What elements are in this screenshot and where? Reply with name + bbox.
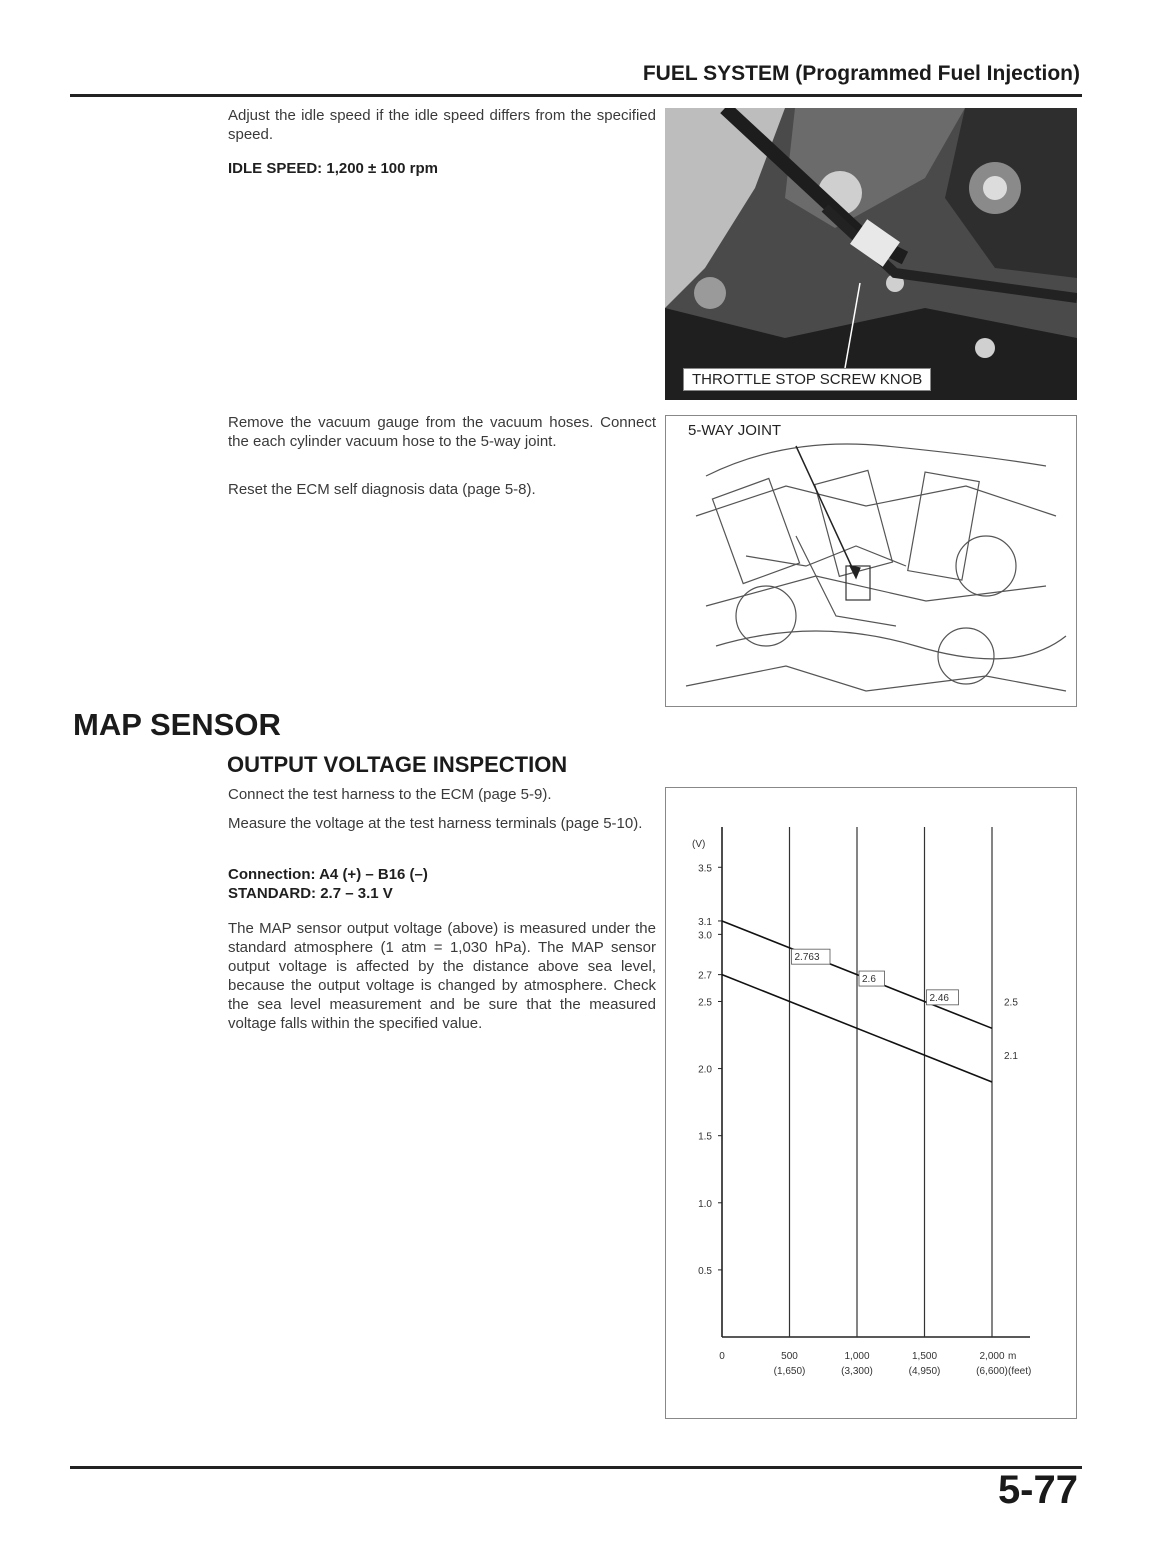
y-tick-label: 1.0	[698, 1198, 712, 1210]
throttle-stop-photo	[665, 108, 1077, 400]
annotation-label: 2.6	[862, 974, 876, 986]
header-rule	[70, 94, 1082, 97]
y-tick-label: 3.5	[698, 863, 712, 875]
voltage-explanation: The MAP sensor output voltage (above) is measured under the standard atmosphere (1 atm = 1,030 hPa). The MAP sensor output voltage is affected by the distance above sea level, because the output voltage is changed by atmosphere. Check the sea level measurement and be sure that the measured voltage falls within the specified value.	[228, 920, 656, 1032]
connection-spec: Connection: A4 (+) – B16 (–)	[228, 866, 428, 883]
x-tick-label: 1,000	[844, 1351, 870, 1362]
idle-instruction: Adjust the idle speed if the idle speed differs from the specified speed.	[228, 107, 656, 143]
x-tick-label: 1,500	[911, 1351, 938, 1362]
illustration-label-five-way-joint: 5-WAY JOINT	[688, 422, 782, 439]
page-header-title: FUEL SYSTEM (Programmed Fuel Injection)	[642, 62, 1080, 85]
x-tick-label-feet: (1,650)	[773, 1366, 806, 1377]
y-tick-label: 2.7	[698, 970, 712, 982]
section-subtitle: OUTPUT VOLTAGE INSPECTION	[227, 752, 568, 777]
reset-instruction: Reset the ECM self diagnosis data (page 5-8).	[228, 481, 536, 498]
x-tick-label-feet: (3,300)	[841, 1366, 873, 1377]
annotation-label: 2.763	[794, 952, 820, 964]
vacuum-instruction: Remove the vacuum gauge from the vacuum hoses. Connect the each cylinder vacuum hose to the 5-way joint.	[228, 414, 656, 450]
standard-spec: STANDARD: 2.7 – 3.1 V	[228, 885, 393, 902]
x-tick-label: 0	[719, 1351, 725, 1362]
y-tick-label: 2.5	[698, 997, 712, 1009]
photo-label-throttle-stop-screw-knob: THROTTLE STOP SCREW KNOB	[683, 368, 931, 391]
x-axis-unit-feet: (feet)	[1008, 1366, 1032, 1377]
y-tick-label: 0.5	[698, 1265, 712, 1277]
map-voltage-chart	[665, 787, 1077, 1419]
section-title: MAP SENSOR	[73, 707, 281, 742]
y-axis-unit: (V)	[692, 839, 706, 850]
y-tick-label: 2.0	[698, 1064, 712, 1076]
annotation-label: 2.46	[929, 992, 949, 1004]
x-tick-label: 2,000	[979, 1351, 1005, 1362]
x-tick-label: 500	[781, 1351, 798, 1362]
measure-instruction: Measure the voltage at the test harness terminals (page 5-10).	[228, 815, 643, 832]
y-tick-label: 1.5	[698, 1131, 712, 1143]
idle-speed-spec: IDLE SPEED: 1,200 ± 100 rpm	[228, 160, 438, 177]
x-axis-unit: m	[1008, 1351, 1017, 1362]
x-tick-label-feet: (4,950)	[908, 1366, 941, 1377]
footer-rule	[70, 1466, 1082, 1469]
y-tick-label: 3.1	[698, 916, 712, 928]
x-tick-label-feet: (6,600)	[976, 1366, 1008, 1377]
end-value-label: 2.1	[1004, 1051, 1018, 1063]
connect-instruction: Connect the test harness to the ECM (page 5-9).	[228, 786, 552, 803]
five-way-joint-illustration	[665, 415, 1077, 707]
y-tick-label: 3.0	[698, 930, 712, 942]
end-value-label: 2.5	[1004, 997, 1018, 1009]
page-number: 5-77	[997, 1468, 1078, 1512]
